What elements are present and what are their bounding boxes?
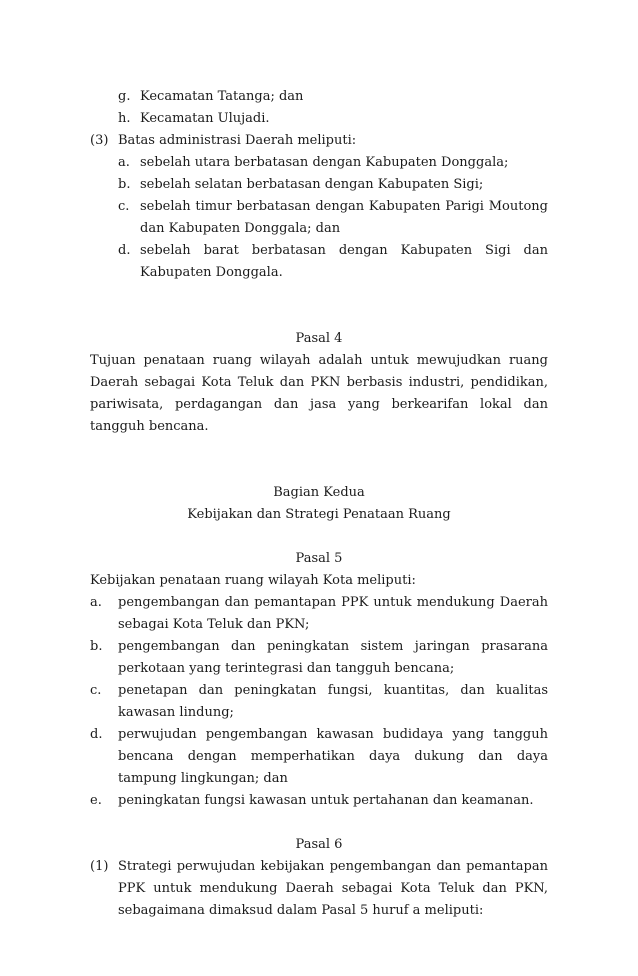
item-label: g. [118,89,131,104]
section-title: Bagian Kedua [273,485,365,500]
item-label: c. [118,199,130,214]
item-text: pengembangan dan pemantapan PPK untuk mendukung Daerah sebagai Kota Teluk dan PKN; [118,595,548,632]
item-text: sebelah utara berbatasan dengan Kabupaten Donggala; [140,155,509,170]
point-text: Batas administrasi Daerah meliputi: [118,133,357,148]
list-item [118,86,548,108]
list-item [118,174,548,196]
list-item [90,680,548,724]
list-item [90,636,548,680]
item-text: sebelah timur berbatasan dengan Kabupaten Parigi Moutong dan Kabupaten Donggala; dan [140,199,548,236]
list-item [90,856,548,922]
list-item [90,724,548,790]
item-label: c. [90,683,102,698]
item-label: (1) [90,859,109,874]
item-label: b. [90,639,103,654]
pasal-5-title: Pasal 5 [295,551,343,566]
item-text: perwujudan pengembangan kawasan budidaya yang tangguh bencana dengan memperhatikan daya dukung dan daya tampung lingkungan; dan [118,727,548,786]
item-text: pengembangan dan peningkatan sistem jaringan prasarana perkotaan yang terintegrasi dan tangguh bencana; [118,639,548,676]
pasal-4-title: Pasal 4 [295,331,343,346]
item-label: e. [90,793,102,808]
item-text: sebelah barat berbatasan dengan Kabupaten Sigi dan Kabupaten Donggala. [140,243,548,280]
list-item [118,108,548,130]
pasal-5-intro: Kebijakan penataan ruang wilayah Kota meliputi: [90,573,416,588]
pasal-5-list [90,592,548,812]
list-item [118,196,548,240]
list-continuation [118,86,548,130]
item-label: a. [90,595,102,610]
pasal-6-list [90,856,548,922]
item-text: sebelah selatan berbatasan dengan Kabupaten Sigi; [140,177,484,192]
point-label: (3) [90,133,109,148]
point-3-list [118,152,548,284]
point-3 [90,130,548,152]
item-label: a. [118,155,130,170]
pasal-4-text: Tujuan penataan ruang wilayah adalah untuk mewujudkan ruang Daerah sebagai Kota Teluk dan PKN berbasis industri, pendidikan, pariwisata, perdagangan dan jasa yang berkearifan lokal dan tangguh bencana. [90,353,548,434]
item-label: b. [118,177,131,192]
pasal-6-title: Pasal 6 [295,837,343,852]
section-subtitle: Kebijakan dan Strategi Penataan Ruang [187,507,451,522]
item-text: Kecamatan Tatanga; dan [140,89,304,104]
list-item [90,592,548,636]
list-item [90,790,548,812]
item-text: Kecamatan Ulujadi. [140,111,270,126]
list-item [118,152,548,174]
item-label: d. [118,243,131,258]
item-label: h. [118,111,131,126]
item-text: Strategi perwujudan kebijakan pengembangan dan pemantapan PPK untuk mendukung Daerah sebagai Kota Teluk dan PKN, sebagaimana dimaksud dalam Pasal 5 huruf a meliputi: [118,859,548,918]
item-text: peningkatan fungsi kawasan untuk pertahanan dan keamanan. [118,793,534,808]
list-item [118,240,548,284]
item-text: penetapan dan peningkatan fungsi, kuantitas, dan kualitas kawasan lindung; [118,683,548,720]
item-label: d. [90,727,103,742]
